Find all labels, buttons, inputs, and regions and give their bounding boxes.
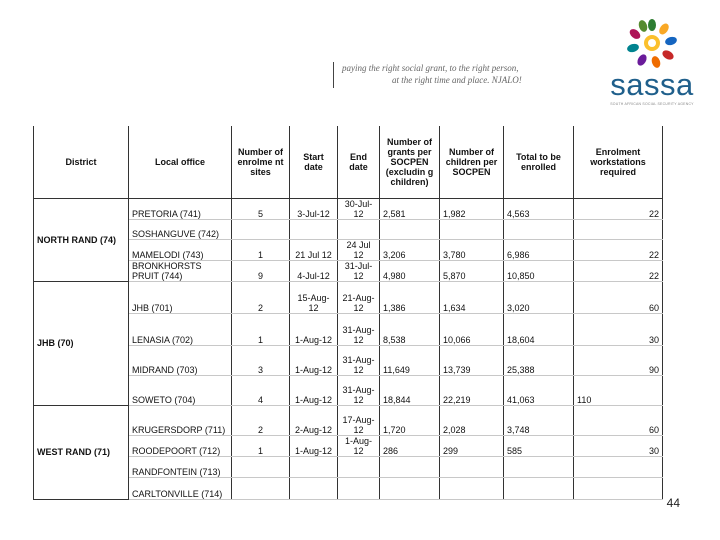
header-start-date: Start date	[290, 126, 338, 198]
grants-cell: 8,538	[380, 313, 440, 345]
end-date-cell	[338, 456, 380, 477]
workstations-cell	[574, 313, 663, 345]
total-cell: 3,748	[504, 405, 574, 435]
local-office: ROODEPOORT (712)	[129, 435, 232, 456]
workstations-value: 22	[648, 270, 659, 281]
end-date-cell: 30-Jul-12	[338, 198, 380, 219]
start-date-cell: 21 Jul 12	[290, 239, 338, 260]
extra-value: 110	[577, 394, 592, 405]
start-date-cell: 1-Aug-12	[290, 313, 338, 345]
table-row	[34, 239, 663, 260]
workstations-cell	[574, 198, 663, 219]
workstations-value: 22	[648, 208, 659, 219]
total-cell	[504, 219, 574, 239]
total-cell: 18,604	[504, 313, 574, 345]
grants-cell: 4,980	[380, 260, 440, 281]
table-row	[34, 198, 663, 219]
sites-cell: 3	[232, 345, 290, 375]
workstations-cell	[574, 456, 663, 477]
table-row	[34, 219, 663, 239]
start-date-cell: 15-Aug-12	[290, 281, 338, 313]
enrolment-table	[33, 126, 663, 500]
grants-cell	[380, 456, 440, 477]
workstations-cell	[574, 345, 663, 375]
children-cell: 3,780	[440, 239, 504, 260]
workstations-cell	[574, 405, 663, 435]
header-sites: Number of enrolme nt sites	[232, 126, 290, 198]
grants-cell: 1,386	[380, 281, 440, 313]
district-north-rand: NORTH RAND (74)	[34, 198, 129, 281]
children-cell	[440, 477, 504, 499]
local-office: LENASIA (702)	[129, 313, 232, 345]
sites-cell: 9	[232, 260, 290, 281]
start-date-cell	[290, 477, 338, 499]
children-cell: 10,066	[440, 313, 504, 345]
table-row	[34, 313, 663, 345]
workstations-cell	[574, 435, 663, 456]
children-cell: 299	[440, 435, 504, 456]
sites-cell	[232, 219, 290, 239]
total-cell: 41,063	[504, 375, 574, 405]
tagline	[333, 62, 582, 88]
end-date-cell: 17-Aug-12	[338, 405, 380, 435]
local-office: SOWETO (704)	[129, 375, 232, 405]
local-office: RANDFONTEIN (713)	[129, 456, 232, 477]
start-date-cell: 2-Aug-12	[290, 405, 338, 435]
grants-cell	[380, 219, 440, 239]
local-office: MIDRAND (703)	[129, 345, 232, 375]
total-cell: 6,986	[504, 239, 574, 260]
local-office: KRUGERSDORP (711)	[129, 405, 232, 435]
header-local-office: Local office	[129, 126, 232, 198]
local-office: SOSHANGUVE (742)	[129, 219, 232, 239]
local-office: CARLTONVILLE (714)	[129, 477, 232, 499]
children-cell: 2,028	[440, 405, 504, 435]
sites-cell	[232, 477, 290, 499]
table-row	[34, 345, 663, 375]
local-office: JHB (701)	[129, 281, 232, 313]
total-cell	[504, 456, 574, 477]
table-row	[34, 477, 663, 499]
sites-cell: 1	[232, 313, 290, 345]
logo-subtitle: SOUTH AFRICAN SOCIAL SECURITY AGENCY	[610, 102, 694, 106]
end-date-cell: 31-Jul-12	[338, 260, 380, 281]
sites-cell: 2	[232, 281, 290, 313]
table-row	[34, 405, 663, 435]
sassa-logo	[606, 18, 698, 108]
grants-cell: 3,206	[380, 239, 440, 260]
start-date-cell	[290, 219, 338, 239]
children-cell: 5,870	[440, 260, 504, 281]
workstations-cell	[574, 281, 663, 313]
sites-cell: 1	[232, 239, 290, 260]
district-jhb: JHB (70)	[34, 281, 129, 405]
start-date-cell: 1-Aug-12	[290, 345, 338, 375]
table-row	[34, 281, 663, 313]
header-children: Number of children per SOCPEN	[440, 126, 504, 198]
workstations-value: 90	[648, 364, 659, 375]
end-date-cell: 21-Aug-12	[338, 281, 380, 313]
header-district: District	[34, 126, 129, 198]
grants-cell	[380, 477, 440, 499]
children-cell: 1,982	[440, 198, 504, 219]
header-total: Total to be enrolled	[504, 126, 574, 198]
header-row	[34, 126, 663, 198]
end-date-cell	[338, 477, 380, 499]
table-row	[34, 375, 663, 405]
sites-cell	[232, 456, 290, 477]
sites-cell: 4	[232, 375, 290, 405]
total-cell: 25,388	[504, 345, 574, 375]
children-cell: 13,739	[440, 345, 504, 375]
workstations-cell	[574, 375, 663, 405]
page-number: 44	[666, 496, 680, 510]
tagline-line-2: at the right time and place. NJALO!	[392, 75, 522, 85]
grants-cell: 286	[380, 435, 440, 456]
total-cell: 3,020	[504, 281, 574, 313]
end-date-cell: 31-Aug-12	[338, 345, 380, 375]
local-office: BRONKHORSTS PRUIT (744)	[129, 260, 232, 281]
end-date-cell: 24 Jul 12	[338, 239, 380, 260]
start-date-cell	[290, 456, 338, 477]
start-date-cell: 3-Jul-12	[290, 198, 338, 219]
start-date-cell: 4-Jul-12	[290, 260, 338, 281]
total-cell: 585	[504, 435, 574, 456]
start-date-cell: 1-Aug-12	[290, 375, 338, 405]
total-cell: 4,563	[504, 198, 574, 219]
sites-cell: 1	[232, 435, 290, 456]
total-cell	[504, 477, 574, 499]
children-cell: 1,634	[440, 281, 504, 313]
end-date-cell	[338, 219, 380, 239]
local-office: MAMELODI (743)	[129, 239, 232, 260]
table-row	[34, 456, 663, 477]
hands-emblem-icon	[624, 18, 680, 68]
local-office: PRETORIA (741)	[129, 198, 232, 219]
workstations-value: 30	[648, 334, 659, 345]
header-end-date: End date	[338, 126, 380, 198]
children-cell: 22,219	[440, 375, 504, 405]
total-cell: 10,850	[504, 260, 574, 281]
end-date-cell: 1-Aug-12	[338, 435, 380, 456]
children-cell	[440, 456, 504, 477]
logo-wordmark: sassa	[610, 67, 694, 102]
district-west-rand: WEST RAND (71)	[34, 405, 129, 499]
table-row	[34, 435, 663, 456]
sites-cell: 2	[232, 405, 290, 435]
workstations-value: 30	[648, 445, 659, 456]
workstations-cell	[574, 260, 663, 281]
children-cell	[440, 219, 504, 239]
header-workstations: Enrolment workstations required	[574, 126, 663, 198]
workstations-value: 60	[648, 302, 659, 313]
workstations-value: 60	[648, 424, 659, 435]
table-row	[34, 260, 663, 281]
tagline-line-1: paying the right social grant, to the right person,	[342, 63, 519, 73]
grants-cell: 1,720	[380, 405, 440, 435]
header-grants: Number of grants per SOCPEN (excludin g children)	[380, 126, 440, 198]
workstations-cell	[574, 219, 663, 239]
end-date-cell: 31-Aug-12	[338, 375, 380, 405]
grants-cell: 11,649	[380, 345, 440, 375]
grants-cell: 18,844	[380, 375, 440, 405]
start-date-cell: 1-Aug-12	[290, 435, 338, 456]
end-date-cell: 31-Aug-12	[338, 313, 380, 345]
sites-cell: 5	[232, 198, 290, 219]
grants-cell: 2,581	[380, 198, 440, 219]
workstations-value: 22	[648, 249, 659, 260]
workstations-cell	[574, 239, 663, 260]
